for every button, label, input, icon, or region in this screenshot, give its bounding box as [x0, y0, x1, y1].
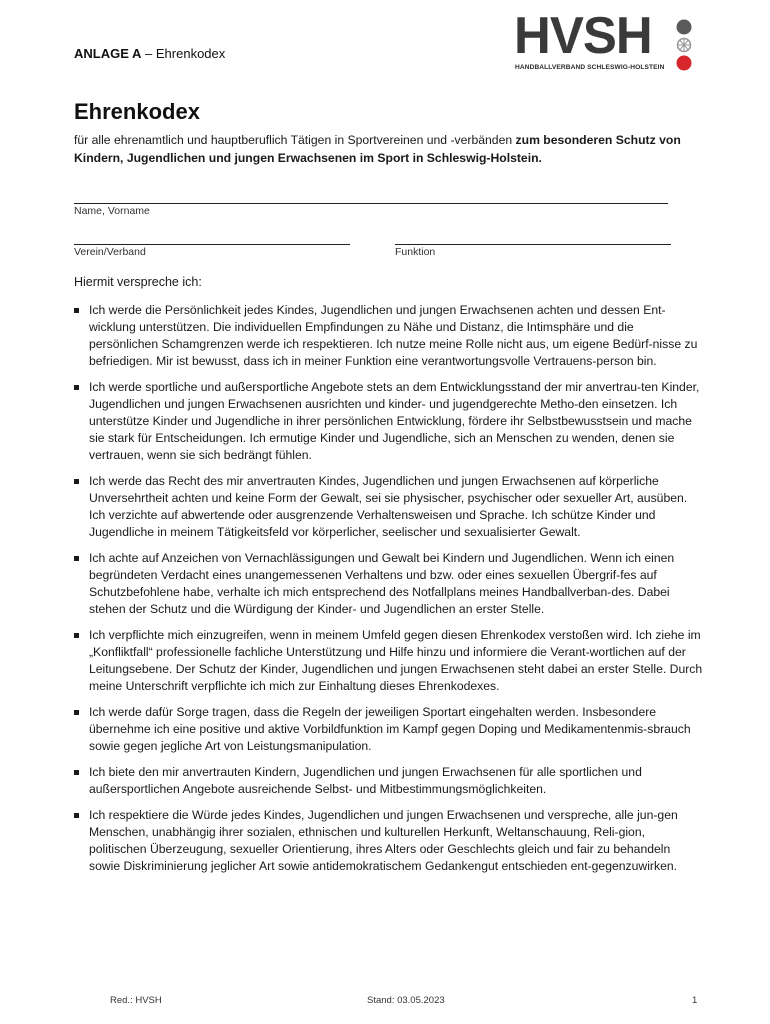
page-title: Ehrenkodex: [74, 99, 200, 124]
verein-signature-line[interactable]: [74, 244, 350, 245]
list-item: [74, 627, 704, 695]
list-item: [74, 473, 704, 541]
footer-page-number: 1: [692, 995, 698, 1006]
name-signature-line[interactable]: [74, 203, 668, 204]
name-label: Name, Vorname: [74, 205, 150, 217]
promise-lead: Hiermit verspreche ich:: [74, 275, 202, 289]
logo-letters: HVSH: [514, 7, 652, 65]
funktion-signature-line[interactable]: [395, 244, 671, 245]
list-item-text: Ich werde sportliche und außersportliche Angebote stets an dem Entwicklungsstand der mir anvertrau-ten Kinder, Jugendlichen und jungen Erwachsenen ausrichten und kinder- und jugendgerechte Metho-den einsetzen. Ich unterstütze Kinder und Jugendliche in ihrer persönlichen Entwicklung, fördere ihr Selbstbewusstsein und mache sie stark für Entscheidungen. Ich ermutige Kinder und Jugendliche, sich an Menschen zu wenden, denen sie vertrauen, wenn sie sich bedrängt fühlen.: [89, 380, 700, 462]
list-item-text: Ich verpflichte mich einzugreifen, wenn in meinem Umfeld gegen diesen Ehrenkodex verstoßen wird. Ich ziehe im „Konfliktfall“ professionelle fachliche Unterstützung und Hilfe hinzu und informiere die Verant-wortlichen auf der Leitungsebene. Der Schutz der Kinder, Jugendlichen und jungen Erwachsenen steht dabei an erster Stelle. Durch meine Unterschrift verpflichte ich mich zur Einhaltung dieses Ehrenkodexes.: [89, 628, 703, 693]
promise-list: [74, 302, 704, 884]
logo-subtitle: HANDBALLVERBAND SCHLESWIG-HOLSTEIN: [515, 64, 665, 71]
list-item: [74, 302, 704, 370]
funktion-label: Funktion: [395, 246, 436, 258]
square-bullet-icon: [74, 556, 79, 561]
list-item-text: Ich werde die Persönlichkeit jedes Kindes, Jugendlichen und jungen Erwachsenen achten und dessen Ent-wicklung unterstützen. Die individuellen Empfindungen zu Nähe und Distanz, die Intimsphäre und die persönlichen Schamgrenzen werde ich respektieren. Ich nutze meine Rolle nicht aus, um eigene Bedürf-nisse zu befriedigen. Mir ist bewusst, dass ich in meiner Funktion eine verantwortungsvolle Vertrauens-person bin.: [89, 303, 698, 368]
square-bullet-icon: [74, 385, 79, 390]
square-bullet-icon: [74, 633, 79, 638]
square-bullet-icon: [74, 479, 79, 484]
hvsh-logo: [514, 7, 694, 74]
intro-bold: zum besonderen Schutz von Kindern, Jugendlichen und jungen Erwachsenen im Sport in Schleswig-Holstein.: [74, 133, 681, 165]
list-item-text: Ich achte auf Anzeichen von Vernachlässigungen und Gewalt bei Kindern und Jugendlichen. Wenn ich einen begründeten Verdacht eines unangemessenen Verhaltens und bzw. oder eines sexuellen Übergrif-fes auf Schutzbefohlene habe, verhalte ich mich entsprechend des Notfallplans meines Handballverban-des. Dabei stehen der Schutz und die Würdigung der Kinder- und Jugendlichen an erster Stelle.: [89, 551, 675, 616]
handball-dots-icon: [675, 18, 693, 72]
square-bullet-icon: [74, 710, 79, 715]
list-item-text: Ich werde das Recht des mir anvertrauten Kindes, Jugendlichen und jungen Erwachsenen auf körperliche Unversehrtheit achten und keine Form der Gewalt, sei sie physischer, psychischer oder sexueller Art, ausüben. Ich verzichte auf abwertende oder ausgrenzende Verhaltensweisen und Sprache. Ich schütze Kinder und Jugendliche in meinem Tätigkeitsfeld vor körperlicher, seelischer und sexualisierter Gewalt.: [89, 474, 688, 539]
intro-text: [74, 131, 704, 167]
square-bullet-icon: [74, 308, 79, 313]
list-item: [74, 550, 704, 618]
annex-heading: [74, 46, 225, 61]
square-bullet-icon: [74, 770, 79, 775]
list-item-text: Ich respektiere die Würde jedes Kindes, Jugendlichen und jungen Erwachsenen und verspreche, alle jun-gen Menschen, unabhängig ihrer sozialen, ethnischen und kulturellen Herkunft, Weltanschauung, Reli-gion, politischen Überzeugung, sexueller Orientierung, ihres Alters oder Geschlechts gleich und fair zu behandeln sowie Diskriminierung jeglicher Art sowie antidemokratischem Gedankengut entschieden ent-gegenzuwirken.: [89, 808, 678, 873]
annex-subtitle: – Ehrenkodex: [145, 46, 226, 61]
list-item-text: Ich biete den mir anvertrauten Kindern, Jugendlichen und jungen Erwachsenen für alle sportlichen und außersportlichen Angebote ausreichende Selbst- und Mitbestimmungsmöglichkeiten.: [89, 765, 642, 796]
list-item: [74, 379, 704, 464]
list-item-text: Ich werde dafür Sorge tragen, dass die Regeln der jeweiligen Sportart eingehalten werden. Insbesondere übernehme ich eine positive und aktive Vorbildfunktion im Kampf gegen Doping und Medikamentenmis-sbrauch sowie gegen jegliche Art von Leistungsmanipulation.: [89, 705, 691, 753]
list-item: [74, 764, 704, 798]
footer-editor: Red.: HVSH: [110, 995, 162, 1006]
square-bullet-icon: [74, 813, 79, 818]
intro-normal: für alle ehrenamtlich und hauptberuflich Tätigen in Sportvereinen und -verbänden: [74, 133, 516, 147]
footer-date: Stand: 03.05.2023: [367, 995, 445, 1006]
annex-label: ANLAGE A: [74, 46, 142, 61]
list-item: [74, 807, 704, 875]
verein-label: Verein/Verband: [74, 246, 146, 258]
list-item: [74, 704, 704, 755]
